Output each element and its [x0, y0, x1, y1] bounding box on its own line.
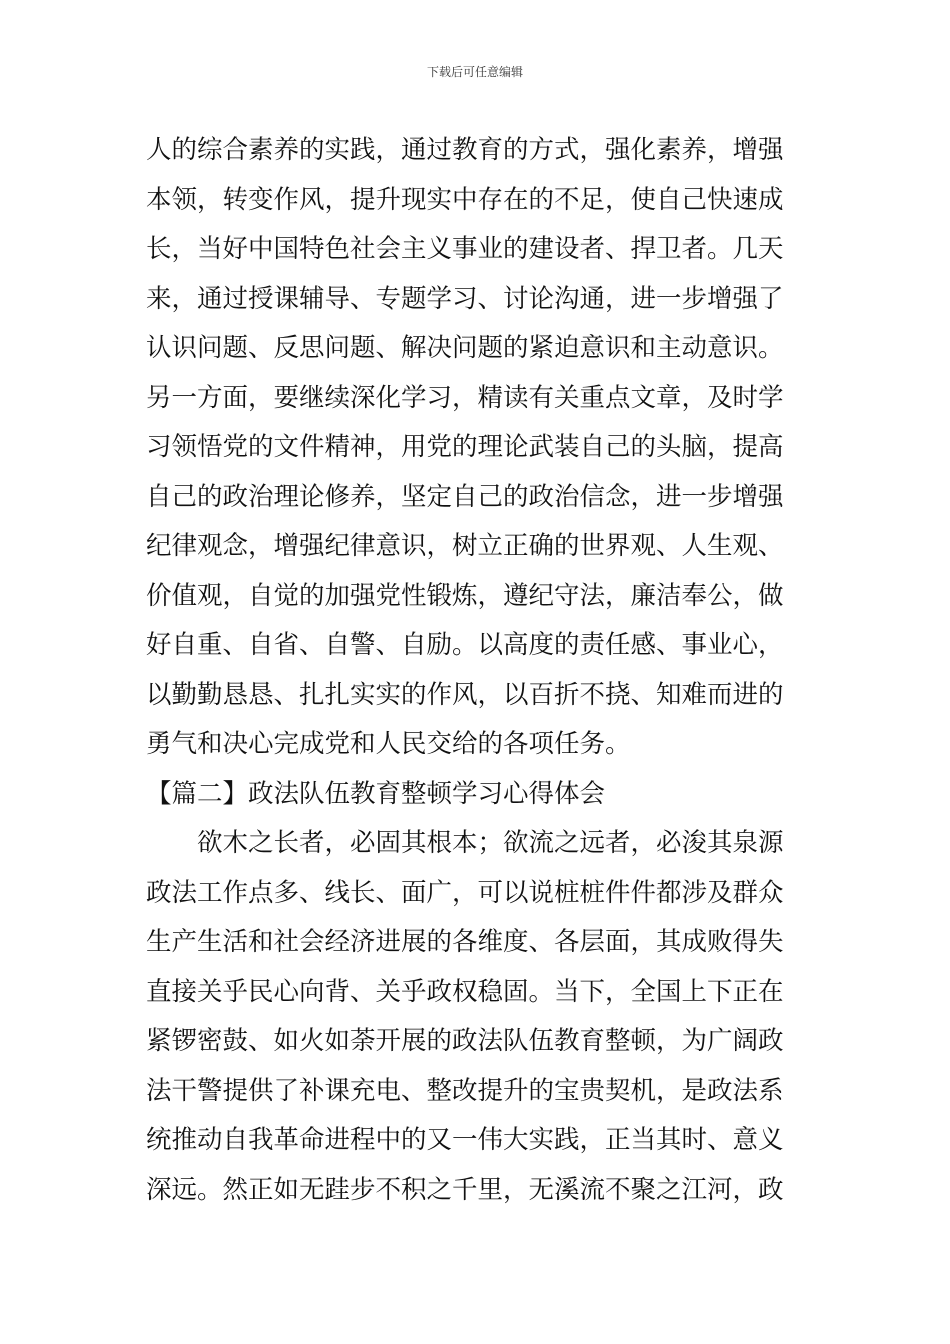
- text-line: 习领悟党的文件精神，用党的理论武装自己的头脑，提高: [146, 432, 784, 462]
- text-line: 政法工作点多、线长、面广，可以说桩桩件件都涉及群众: [146, 877, 784, 908]
- text-line: 人的综合素养的实践，通过教育的方式，强化素养，增强: [146, 135, 784, 165]
- text-line: 价值观，自觉的加强党性锻炼，遵纪守法，廉洁奉公，做: [146, 580, 784, 611]
- text-line: 好自重、自省、自警、自励。以高度的责任感、事业心，: [146, 630, 784, 660]
- text-line: 长，当好中国特色社会主义事业的建设者、捍卫者。几天: [146, 234, 784, 264]
- text-line: 统推动自我革命进程中的又一伟大实践，正当其时、意义: [146, 1125, 784, 1155]
- text-line: 认识问题、反思问题、解决问题的紧迫意识和主动意识。: [146, 333, 784, 363]
- text-line: 生产生活和社会经济进展的各维度、各层面，其成败得失: [146, 927, 784, 957]
- text-line: 直接关乎民心向背、关乎政权稳固。当下，全国上下正在: [146, 976, 784, 1007]
- text-line: 自己的政治理论修养，坚定自己的政治信念，进一步增强: [146, 481, 784, 512]
- body-text: [146, 126, 826, 1215]
- paragraph-first-line: 欲木之长者，必固其根本；欲流之远者，必浚其泉源: [197, 828, 784, 858]
- text-line: 勇气和决心完成党和人民交给的各项任务。: [146, 729, 631, 759]
- text-line: 以勤勤恳恳、扎扎实实的作风，以百折不挠、知难而进的: [146, 679, 784, 710]
- text-line: 紧锣密鼓、如火如荼开展的政法队伍教育整顿，为广阔政: [146, 1026, 784, 1056]
- text-line: 深远。然正如无跬步不积之千里，无溪流不聚之江河，政: [146, 1174, 784, 1205]
- text-line: 来，通过授课辅导、专题学习、讨论沟通，进一步增强了: [146, 283, 784, 314]
- text-line: 纪律观念，增强纪律意识，树立正确的世界观、人生观、: [146, 531, 784, 561]
- text-line: 另一方面，要继续深化学习，精读有关重点文章，及时学: [146, 382, 784, 413]
- text-line: 法干警提供了补课充电、整改提升的宝贵契机，是政法系: [146, 1075, 784, 1106]
- section-heading: 【篇二】政法队伍教育整顿学习心得体会: [146, 778, 606, 809]
- text-line: 本领，转变作风，提升现实中存在的不足，使自己快速成: [146, 184, 784, 215]
- page-header: 下载后可任意编辑: [426, 65, 523, 79]
